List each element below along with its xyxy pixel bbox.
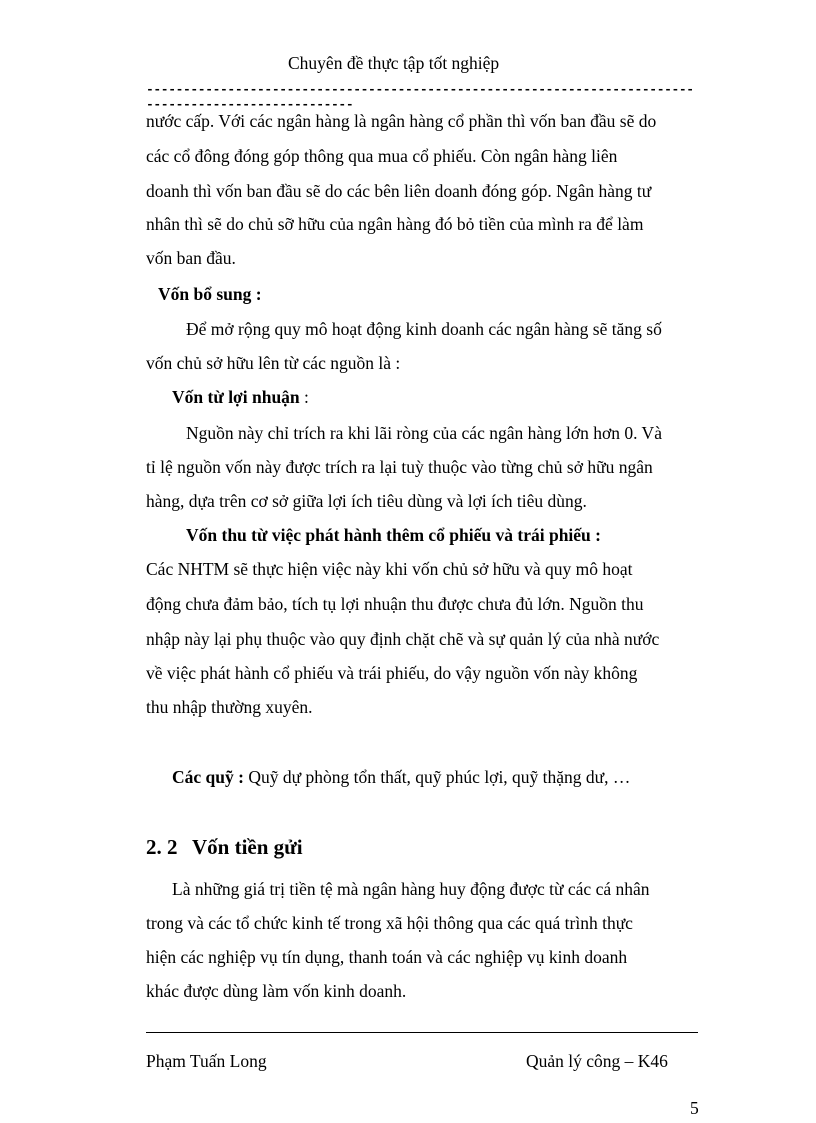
paragraph-line: Để mở rộng quy mô hoạt động kinh doanh các ngân hàng sẽ tăng số bbox=[186, 319, 662, 339]
paragraph-line: Là những giá trị tiền tệ mà ngân hàng huy động được từ các cá nhân bbox=[172, 879, 650, 899]
paragraph-line: động chưa đảm bảo, tích tụ lợi nhuận thu được chưa đủ lớn. Nguồn thu bbox=[146, 594, 644, 614]
von-bo-sung-heading: Vốn bổ sung : bbox=[158, 284, 262, 304]
paragraph-line: vốn ban đầu. bbox=[146, 248, 236, 268]
paragraph-line: doanh thì vốn ban đầu sẽ do các bên liên doanh đóng góp. Ngân hàng tư bbox=[146, 181, 652, 201]
paragraph-line: về việc phát hành cổ phiếu và trái phiếu, do vậy nguồn vốn này không bbox=[146, 663, 638, 683]
paragraph-line: khác được dùng làm vốn kinh doanh. bbox=[146, 981, 407, 1001]
paragraph-line: trong và các tổ chức kinh tế trong xã hội thông qua các quá trình thực bbox=[146, 913, 633, 933]
paragraph-line: các cổ đông đóng góp thông qua mua cổ phiếu. Còn ngân hàng liên bbox=[146, 146, 618, 166]
section-number: 2. 2 bbox=[146, 835, 178, 859]
footer-rule bbox=[146, 1032, 698, 1033]
paragraph-line: hàng, dựa trên cơ sở giữa lợi ích tiêu dùng và lợi ích tiêu dùng. bbox=[146, 491, 587, 511]
paragraph-line: Các NHTM sẽ thực hiện việc này khi vốn chủ sở hữu và quy mô hoạt bbox=[146, 559, 633, 579]
von-loi-nhuan-heading bbox=[172, 386, 309, 408]
paragraph-line: hiện các nghiệp vụ tín dụng, thanh toán và các nghiệp vụ kinh doanh bbox=[146, 947, 628, 967]
cac-quy-label: Các quỹ : bbox=[172, 767, 244, 787]
von-phat-hanh-heading: Vốn thu từ việc phát hành thêm cổ phiếu và trái phiếu : bbox=[186, 525, 601, 545]
paragraph-line: nhập này lại phụ thuộc vào quy định chặt chẽ và sự quản lý của nhà nước bbox=[146, 629, 660, 649]
page-header-title: Chuyên đề thực tập tốt nghiệp bbox=[288, 53, 500, 73]
cac-quy-line bbox=[172, 766, 630, 788]
paragraph-line: vốn chủ sở hữu lên từ các nguồn là : bbox=[146, 353, 401, 373]
paragraph-line: Nguồn này chỉ trích ra khi lãi ròng của các ngân hàng lớn hơn 0. Và bbox=[186, 423, 662, 443]
von-loi-nhuan-label: Vốn từ lợi nhuận bbox=[172, 387, 300, 407]
paragraph-line: nước cấp. Với các ngân hàng là ngân hàng cổ phần thì vốn ban đầu sẽ do bbox=[146, 111, 657, 131]
header-dashed-rule: ------------------------------------------------------------------------------------------------------ bbox=[146, 82, 694, 112]
section-heading bbox=[146, 836, 303, 858]
footer-class: Quản lý công – K46 bbox=[526, 1051, 668, 1071]
paragraph-line: thu nhập thường xuyên. bbox=[146, 697, 313, 717]
page-number: 5 bbox=[690, 1098, 699, 1118]
von-loi-nhuan-colon: : bbox=[299, 387, 309, 407]
paragraph-line: nhân thì sẽ do chủ sỡ hữu của ngân hàng đó bỏ tiền của mình ra để làm bbox=[146, 214, 644, 234]
cac-quy-text: Quỹ dự phòng tổn thất, quỹ phúc lợi, quỹ thặng dư, … bbox=[243, 767, 631, 787]
paragraph-line: tỉ lệ nguồn vốn này được trích ra lại tuỳ thuộc vào từng chủ sở hữu ngân bbox=[146, 457, 653, 477]
footer-author: Phạm Tuấn Long bbox=[146, 1051, 267, 1071]
section-title: Vốn tiền gửi bbox=[192, 835, 303, 859]
